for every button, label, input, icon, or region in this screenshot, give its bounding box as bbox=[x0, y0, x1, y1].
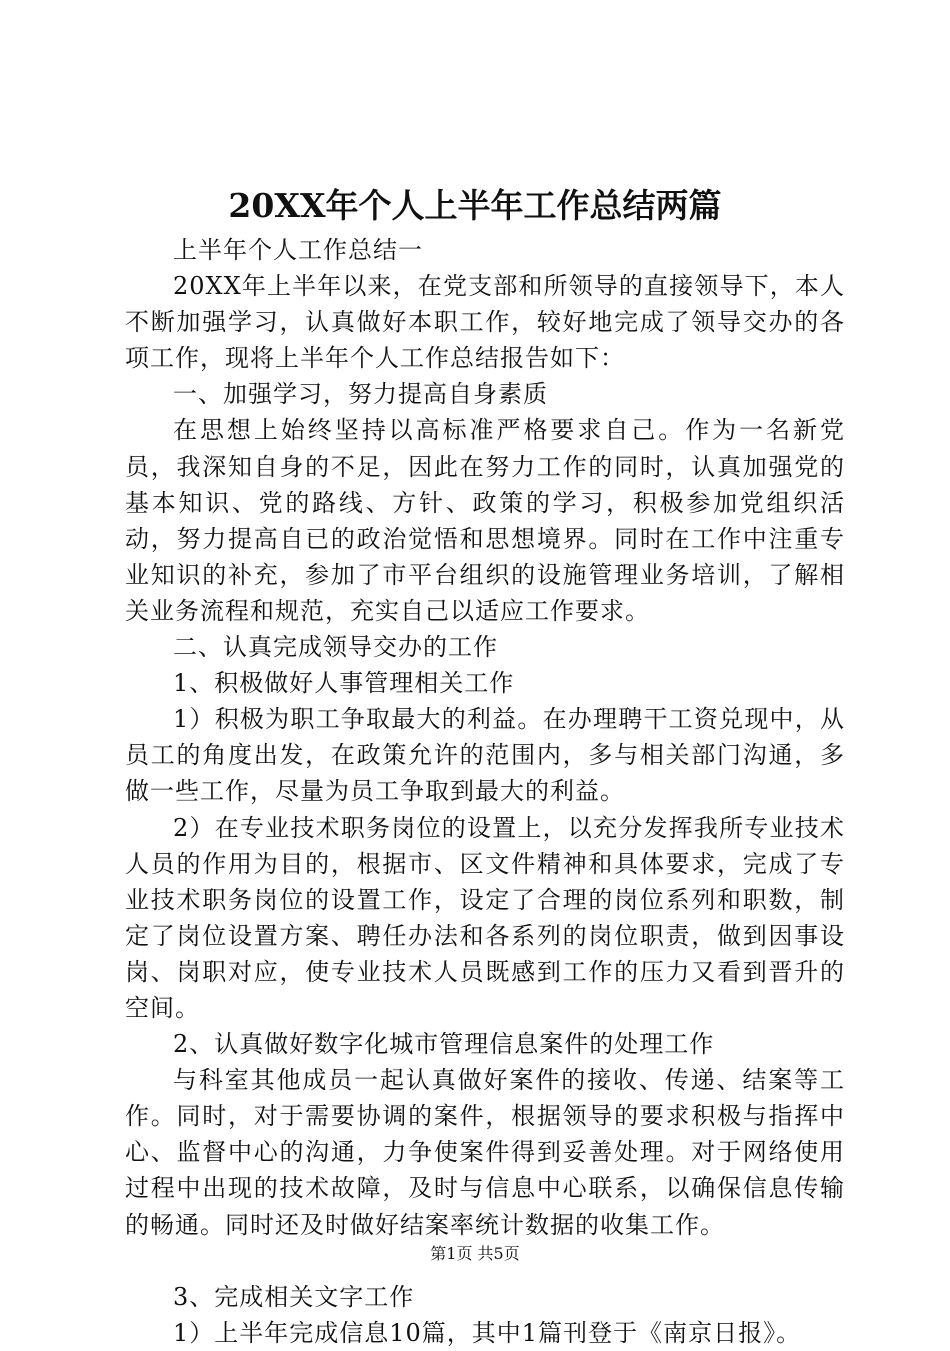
section-heading: 上半年个人工作总结一 bbox=[173, 236, 423, 264]
page-footer: 第1页 共5页 bbox=[430, 1244, 520, 1263]
section-heading: 一、加强学习，努力提高自身素质 bbox=[173, 380, 548, 409]
paragraph: 2）在专业技术职务岗位的设置上，以充分发挥我所专业技术人员的作用为目的，根据市、区文件精神和具体要求，完成了专业技术职务岗位的设置工作，设定了合理的岗位系列和职数，制定了岗位设置方案、聘任办法和各系列的岗位职责，做到因事设岗、岗职对应，使专业技术人员既感到工作的压力又看到晋升的空间。 bbox=[125, 813, 845, 1022]
paragraph: 1）上半年完成信息10篇，其中1篇刊登于《南京日报》。 bbox=[173, 1318, 802, 1347]
subsection-heading: 3、完成相关文字工作 bbox=[173, 1282, 415, 1311]
subsection-heading: 2、认真做好数字化城市管理信息案件的处理工作 bbox=[173, 1030, 715, 1059]
document-body bbox=[125, 232, 845, 1351]
document-title: 20XX年个人上半年工作总结两篇 bbox=[228, 186, 722, 225]
paragraph: 20XX年上半年以来，在党支部和所领导的直接领导下，本人不断加强学习，认真做好本职工作，较好地完成了领导交办的各项工作，现将上半年个人工作总结报告如下： bbox=[125, 272, 845, 373]
paragraph: 与科室其他成员一起认真做好案件的接收、传递、结案等工作。同时，对于需要协调的案件，根据领导的要求积极与指挥中心、监督中心的沟通，力争使案件得到妥善处理。对于网络使用过程中出现的技术故障，及时与信息中心联系，以确保信息传输的畅通。同时还及时做好结案率统计数据的收集工作。 bbox=[125, 1066, 845, 1239]
subsection-heading: 1、积极做好人事管理相关工作 bbox=[173, 669, 515, 698]
paragraph: 在思想上始终坚持以高标准严格要求自己。作为一名新党员，我深知自身的不足，因此在努力工作的同时，认真加强党的基本知识、党的路线、方针、政策的学习，积极参加党组织活动，努力提高自已的政治觉悟和思想境界。同时在工作中注重专业知识的补充，参加了市平台组织的设施管理业务培训，了解相关业务流程和规范，充实自己以适应工作要求。 bbox=[125, 416, 845, 625]
section-heading: 二、认真完成领导交办的工作 bbox=[173, 633, 498, 662]
paragraph: 1）积极为职工争取最大的利益。在办理聘干工资兑现中，从员工的角度出发，在政策允许的范围内，多与相关部门沟通，多做一些工作，尽量为员工争取到最大的利益。 bbox=[125, 705, 845, 806]
